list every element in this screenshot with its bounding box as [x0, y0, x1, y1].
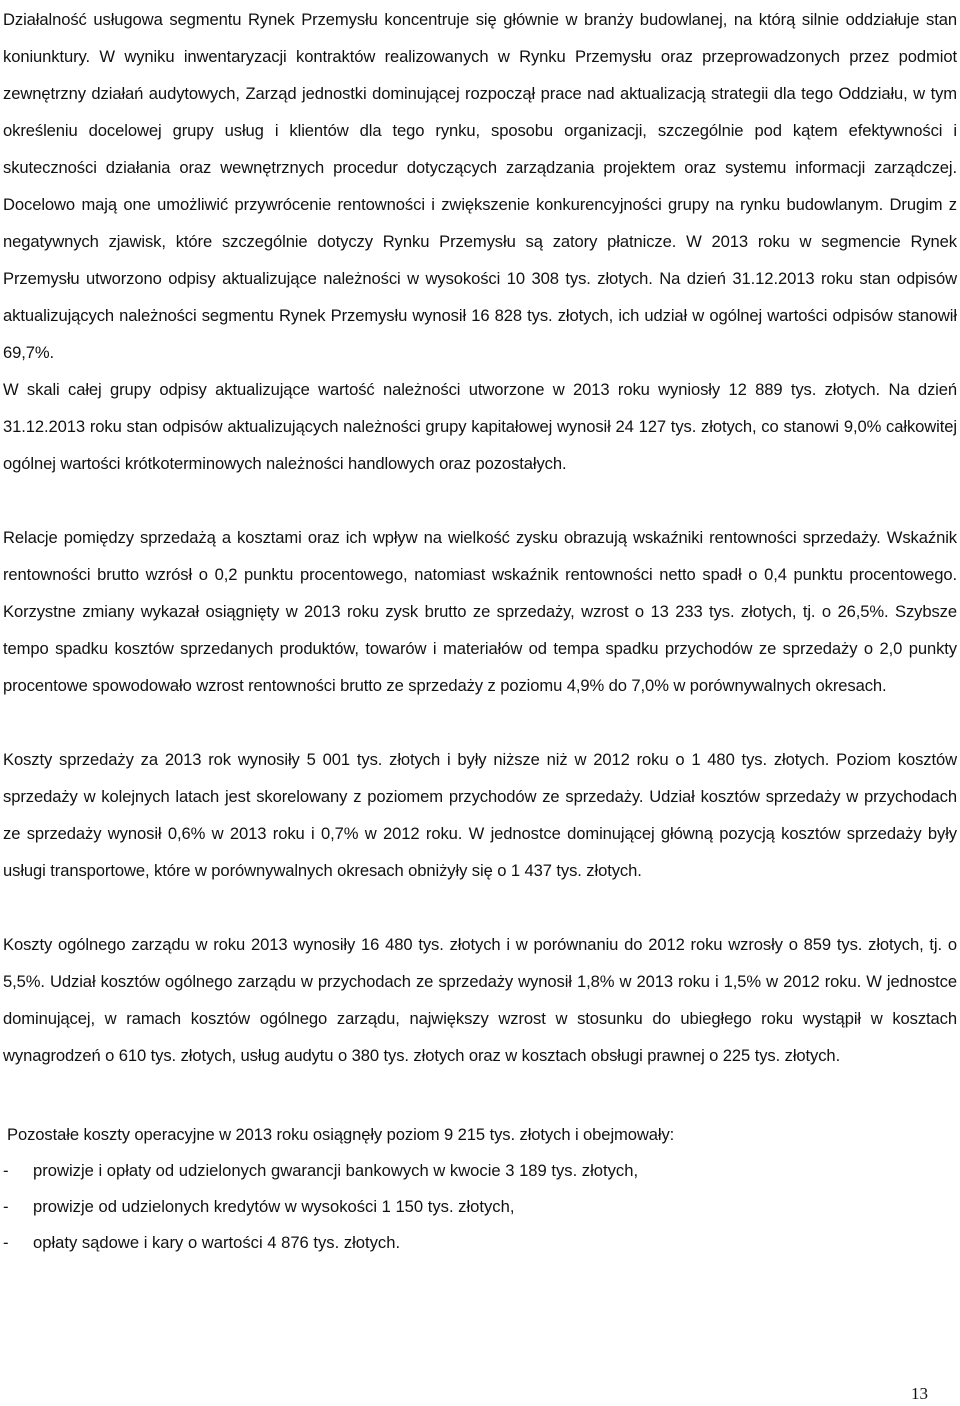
- document-body: [3, 1, 957, 1261]
- paragraph-odpisy-grupy: W skali całej grupy odpisy aktualizujące wartość należności utworzone w 2013 roku wyniosły 12 889 tys. złotych. Na dzień 31.12.2013 roku stan odpisów aktualizujących należności grupy kapitałowej wynosił 24 127 tys. złotych, co stanowi 9,0% całkowitej ogólnej wartości krótkoterminowych należności handlowych oraz pozostałych.: [3, 380, 957, 473]
- paragraph-koszty-zarzadu: Koszty ogólnego zarządu w roku 2013 wynosiły 16 480 tys. złotych i w porównaniu do 2012 roku wzrosły o 859 tys. złotych, tj. o 5,5%. Udział kosztów ogólnego zarządu w przychodach ze sprzedaży wynosił 1,8% w 2013 roku i 1,5% w 2012 roku. W jednostce dominującej, w ramach kosztów ogólnego zarządu, największy wzrost w stosunku do ubiegłego roku wystąpił w kosztach wynagrodzeń o 610 tys. złotych, usług audytu o 380 tys. złotych oraz w kosztach obsługi prawnej o 225 tys. złotych.: [3, 935, 957, 1065]
- list-item-text: prowizje i opłaty od udzielonych gwarancji bankowych w kwocie 3 189 tys. złotych,: [33, 1161, 639, 1180]
- list-item: [3, 1153, 957, 1189]
- paragraph-koszty-sprzedazy: Koszty sprzedaży za 2013 rok wynosiły 5 001 tys. złotych i były niższe niż w 2012 roku o 1 480 tys. złotych. Poziom kosztów sprzedaży w kolejnych latach jest skorelowany z poziomem przychodów ze sprzedaży. Udział kosztów sprzedaży w przychodach ze sprzedaży wynosił 0,6% w 2013 roku i 0,7% w 2012 roku. W jednostce dominującej główną pozycją kosztów sprzedaży były usługi transportowe, które w porównywalnych okresach obniżyły się o 1 437 tys. złotych.: [3, 750, 957, 880]
- paragraph-spacer: [3, 889, 957, 926]
- list-item: [3, 1189, 957, 1225]
- list-bullet: -: [3, 1161, 9, 1180]
- paragraph-rynek-przemyslu: Działalność usługowa segmentu Rynek Przemysłu koncentruje się głównie w branży budowlanej, na którą silnie oddziałuje stan koniunktury. W wyniku inwentaryzacji kontraktów realizowanych w Rynku Przemysłu oraz przeprowadzonych przez podmiot zewnętrzny działań audytowych, Zarząd jednostki dominującej rozpoczął prace nad aktualizacją strategii dla tego Oddziału, w tym określeniu docelowej grupy usług i klientów dla tego rynku, sposobu organizacji, szczególnie pod kątem efektywności i skuteczności działania oraz wewnętrznych procedur dotyczących zarządzania projektem oraz systemu informacji zarządczej. Docelowo mają one umożliwić przywrócenie rentowności i zwiększenie konkurencyjności grupy na rynku budowlanym. Drugim z negatywnych zjawisk, które szczególnie dotyczy Rynku Przemysłu są zatory płatnicze. W 2013 roku w segmencie Rynek Przemysłu utworzono odpisy aktualizujące należności w wysokości 10 308 tys. złotych. Na dzień 31.12.2013 roku stan odpisów aktualizujących należności segmentu Rynek Przemysłu wynosił 16 828 tys. złotych, ich udział w ogólnej wartości odpisów stanowił 69,7%.: [3, 10, 957, 362]
- paragraph-pozostale-koszty-intro: Pozostałe koszty operacyjne w 2013 roku osiągnęły poziom 9 215 tys. złotych i obejmowały:: [7, 1125, 675, 1144]
- list-item: [3, 1225, 957, 1261]
- pozostale-koszty-list: [3, 1153, 957, 1261]
- list-item-text: prowizje od udzielonych kredytów w wysokości 1 150 tys. złotych,: [33, 1197, 515, 1216]
- paragraph-spacer: [3, 1074, 957, 1116]
- paragraph-spacer: [3, 704, 957, 741]
- page-number: 13: [911, 1384, 928, 1403]
- list-item-text: opłaty sądowe i kary o wartości 4 876 tys. złotych.: [33, 1233, 401, 1252]
- paragraph-spacer: [3, 482, 957, 519]
- paragraph-rentownosc: Relacje pomiędzy sprzedażą a kosztami oraz ich wpływ na wielkość zysku obrazują wskaźniki rentowności sprzedaży. Wskaźnik rentowności brutto wzrósł o 0,2 punktu procentowego, natomiast wskaźnik rentowności netto spadł o 0,4 punktu procentowego. Korzystne zmiany wykazał osiągnięty w 2013 roku zysk brutto ze sprzedaży, wzrost o 13 233 tys. złotych, tj. o 26,5%. Szybsze tempo spadku kosztów sprzedanych produktów, towarów i materiałów od tempa spadku przychodów ze sprzedaży o 2,0 punkty procentowe spowodowało wzrost rentowności brutto ze sprzedaży z poziomu 4,9% do 7,0% w porównywalnych okresach.: [3, 528, 957, 695]
- list-bullet: -: [3, 1233, 9, 1252]
- list-bullet: -: [3, 1197, 9, 1216]
